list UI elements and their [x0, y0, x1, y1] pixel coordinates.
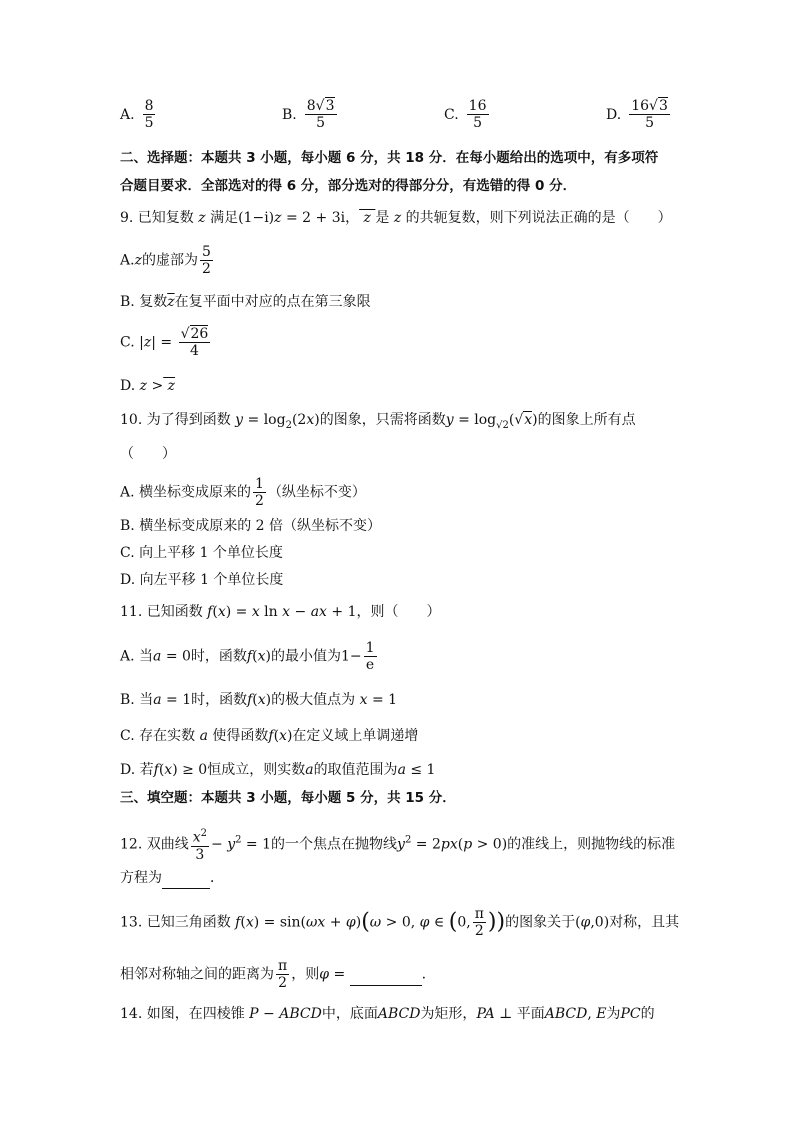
section-2-heading-cont: 合题目要求．全部选对的得 6 分，部分选对的得部分分，有选错的得 0 分． — [120, 178, 577, 194]
fraction: $\frac{16}{5}$ — [468, 98, 487, 131]
q10-stem: 10. 为了得到函数 $y = \log_2(2x)$的图象，只需将函数$y = \log_{√2}(√x)$的图象上所有点 — [120, 412, 636, 431]
fraction: $\frac{8√3}{5}$ — [306, 98, 335, 131]
q11-stem: 11. 已知函数 f(x) = x ln x − ax + 1，则（ ） — [120, 604, 441, 620]
q12-answer-line: 方程为 ． — [120, 868, 224, 889]
q10-option-a[interactable]: A. 横坐标变成原来的 $\frac{1}{2}$ （纵坐标不变） — [120, 476, 366, 509]
q8-option-a[interactable] — [120, 98, 157, 131]
q9-stem: 9. 已知复数 z 满足(1−i)z = 2 + 3i， z 是 z 的共轭复数，则下列说法正确的是（ ） — [120, 210, 672, 226]
q9-option-d[interactable]: D. z > z — [120, 378, 176, 394]
q11-option-b[interactable]: B. 当a = 1时，函数f(x)的极大值点为 x = 1 — [120, 692, 398, 708]
q11-option-c[interactable]: C. 存在实数 a 使得函数f(x)在定义域上单调递增 — [120, 728, 419, 744]
fraction: $\frac{\pi}{2}$ — [278, 958, 288, 991]
q13-stem: 13. 已知三角函数 f(x) = sin(ωx + φ)(ω > 0, φ ∈ (0, $\frac{\pi}{2}$ ))的图象关于(φ,0)对称，且其 — [120, 906, 680, 939]
q10-option-c[interactable]: C. 向上平移 1 个单位长度 — [120, 545, 283, 561]
q11-option-a[interactable]: A. 当a = 0时，函数f(x)的最小值为1− $\frac{1}{e}$ — [120, 640, 375, 673]
answer-blank[interactable] — [350, 965, 422, 986]
section-2-heading: 二、选择题：本题共 3 小题，每小题 6 分，共 18 分．在每小题给出的选项中，有多项符 — [120, 150, 659, 166]
q12-stem: 12. 双曲线 $\frac{x^2}{3}$ − $y^2 = 1$的一个焦点在抛物线$y^2 = 2px(p > 0)$的准线上，则抛物线的标准 — [120, 828, 676, 863]
q9-option-c[interactable]: C. |z| = $\frac{√26}{4}$ — [120, 326, 209, 359]
fraction: $\frac{1}{e}$ — [365, 640, 375, 673]
q11-option-d[interactable]: D. 若f(x) ≥ 0恒成立，则实数a的取值范围为a ≤ 1 — [120, 762, 436, 778]
option-label: D. — [606, 106, 622, 123]
fraction: $\frac{x^2}{3}$ — [192, 828, 207, 863]
option-label: B. — [282, 106, 297, 123]
fraction: $\frac{16√3}{5}$ — [631, 98, 668, 131]
option-label: C. — [444, 106, 459, 123]
q9-option-a[interactable]: A.z的虚部为 $\frac{5}{2}$ — [120, 244, 211, 277]
fraction: $\frac{1}{2}$ — [255, 476, 264, 509]
q8-option-d[interactable] — [606, 98, 672, 131]
q10-option-b[interactable]: B. 横坐标变成原来的 2 倍（纵坐标不变） — [120, 518, 381, 534]
q8-option-b[interactable] — [282, 98, 339, 131]
q9-option-b[interactable]: B. 复数$\overline{z}$在复平面中对应的点在第三象限 — [120, 294, 371, 310]
q10-option-d[interactable]: D. 向左平移 1 个单位长度 — [120, 572, 284, 588]
fraction: $\frac{8}{5}$ — [144, 98, 154, 131]
q10-paren: （ ） — [120, 446, 176, 462]
fraction: $\frac{√26}{4}$ — [180, 326, 209, 359]
fraction: $\frac{5}{2}$ — [201, 244, 211, 277]
q8-option-c[interactable] — [444, 98, 491, 131]
option-label: A. — [120, 106, 135, 123]
fraction: $\frac{\pi}{2}$ — [474, 906, 484, 939]
section-3-heading: 三、填空题：本题共 3 小题，每小题 5 分，共 15 分． — [120, 790, 456, 806]
q14-stem: 14. 如图，在四棱锥 P − ABCD中，底面ABCD为矩形，PA ⊥ 平面ABCD, E为PC的 — [120, 1006, 655, 1022]
answer-blank[interactable] — [162, 868, 210, 889]
q13-answer-line: 相邻对称轴之间的距离为 $\frac{\pi}{2}$ ，则φ = . — [120, 958, 427, 991]
